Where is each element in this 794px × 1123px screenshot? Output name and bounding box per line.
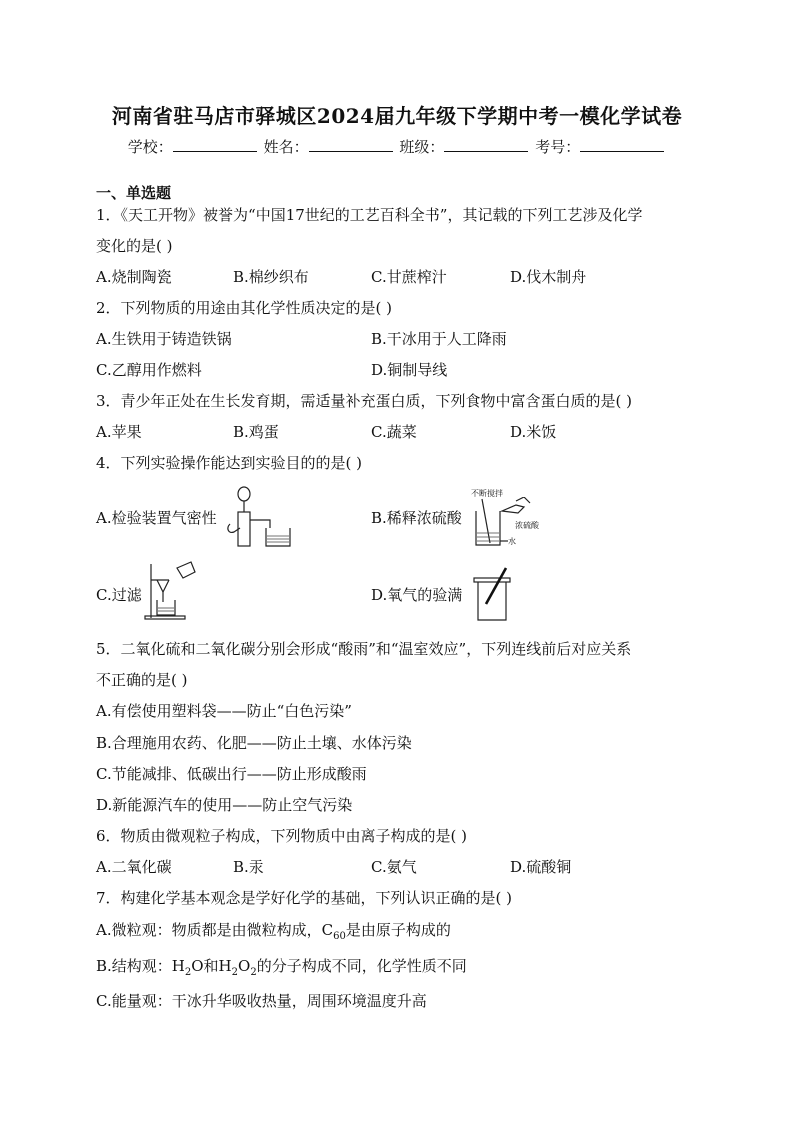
q2-stem: 2．下列物质的用途由其化学性质决定的是( ) [96, 299, 393, 317]
airtightness-apparatus-figure [226, 484, 310, 550]
q2-option-b: B.干冰用于人工降雨 [371, 330, 507, 348]
q7-option-b-o: O [238, 957, 251, 975]
q5-option-d: D.新能源汽车的使用——防止空气污染 [96, 796, 353, 814]
q2-option-a: A.生铁用于铸造铁锅 [96, 330, 232, 348]
name-blank [309, 137, 393, 152]
q3-stem: 3．青少年正处在生长发育期，需适量补充蛋白质，下列食物中富含蛋白质的是( ) [96, 392, 633, 410]
q7-option-b [96, 956, 467, 983]
q6-option-d: D.硫酸铜 [510, 858, 572, 876]
acid-label: 浓硫酸 [515, 521, 539, 530]
q1-stem-line2: 变化的是( ) [96, 237, 173, 255]
section-heading: 一、单选题 [96, 184, 172, 202]
class-label: 班级： [399, 138, 445, 156]
q2-option-d: D.铜制导线 [371, 361, 448, 379]
q4-option-c: C.过滤 [96, 586, 142, 604]
oxygen-check-figure [472, 564, 512, 624]
q4-option-a: A.检验装置气密性 [96, 509, 217, 527]
q5-stem-line1: 5．二氧化硫和二氧化碳分别会形成“酸雨”和“温室效应”，下列连线前后对应关系 [96, 640, 632, 658]
q1-option-c: C.甘蔗榨汁 [371, 268, 447, 286]
h2o2-h-subscript: 2 [231, 967, 239, 978]
q5-option-c: C.节能减排、低碳出行——防止形成酸雨 [96, 765, 367, 783]
q1-stem-line1: 1．《天工开物》被誉为“中国17世纪的工艺百科全书”，其记载的下列工艺涉及化学 [96, 206, 643, 224]
q4-stem: 4．下列实验操作能达到实验目的的是( ) [96, 454, 363, 472]
acid-dilution-figure [472, 497, 536, 549]
h2o-subscript: 2 [184, 967, 192, 978]
q7-option-a-text: A.微粒观：物质都是由微粒构成，C [96, 921, 334, 939]
school-blank [173, 137, 257, 152]
exam-number-blank [580, 137, 664, 152]
q7-option-b-mid: O和H [191, 957, 232, 975]
name-label: 姓名： [263, 138, 309, 156]
stir-label: 不断搅拌 [471, 489, 503, 498]
q1-option-d: D.伐木制舟 [510, 268, 587, 286]
q3-option-d: D.米饭 [510, 423, 557, 441]
q4-option-d: D.氧气的验满 [371, 586, 463, 604]
q6-option-c: C.氨气 [371, 858, 417, 876]
q7-option-a [96, 920, 451, 947]
q1-option-b: B.棉纱织布 [233, 268, 309, 286]
q6-option-b: B.汞 [233, 858, 264, 876]
exam-number-label: 考号： [535, 138, 581, 156]
q5-option-b: B.合理施用农药、化肥——防止土壤、水体污染 [96, 734, 412, 752]
filtration-apparatus-figure [143, 560, 199, 620]
q3-option-c: C.蔬菜 [371, 423, 417, 441]
q6-option-a: A.二氧化碳 [96, 858, 172, 876]
q4-option-b: B.稀释浓硫酸 [371, 509, 462, 527]
q2-option-c: C.乙醇用作燃料 [96, 361, 202, 379]
q7-option-b-text: B.结构观：H [96, 957, 185, 975]
q7-option-c: C.能量观：干冰升华吸收热量，周围环境温度升高 [96, 992, 427, 1010]
q3-option-b: B.鸡蛋 [233, 423, 279, 441]
water-label: 水 [508, 537, 516, 546]
q5-stem-line2: 不正确的是( ) [96, 671, 188, 689]
exam-title: 河南省驻马店市驿城区2024届九年级下学期中考一模化学试卷 [111, 104, 683, 128]
student-info-line [0, 136, 794, 157]
q7-option-a-tail: 是由原子构成的 [345, 921, 451, 939]
c60-subscript: 60 [333, 931, 346, 942]
q1-option-a: A.烧制陶瓷 [96, 268, 172, 286]
q7-stem: 7．构建化学基本观念是学好化学的基础，下列认识正确的是( ) [96, 889, 513, 907]
class-blank [444, 137, 528, 152]
q7-option-b-tail: 的分子构成不同，化学性质不同 [256, 957, 467, 975]
school-label: 学校： [127, 138, 173, 156]
q6-stem: 6．物质由微观粒子构成，下列物质中由离子构成的是( ) [96, 827, 468, 845]
q5-option-a: A.有偿使用塑料袋——防止“白色污染” [96, 702, 352, 720]
h2o2-o-subscript: 2 [250, 967, 257, 978]
q3-option-a: A.苹果 [96, 423, 142, 441]
